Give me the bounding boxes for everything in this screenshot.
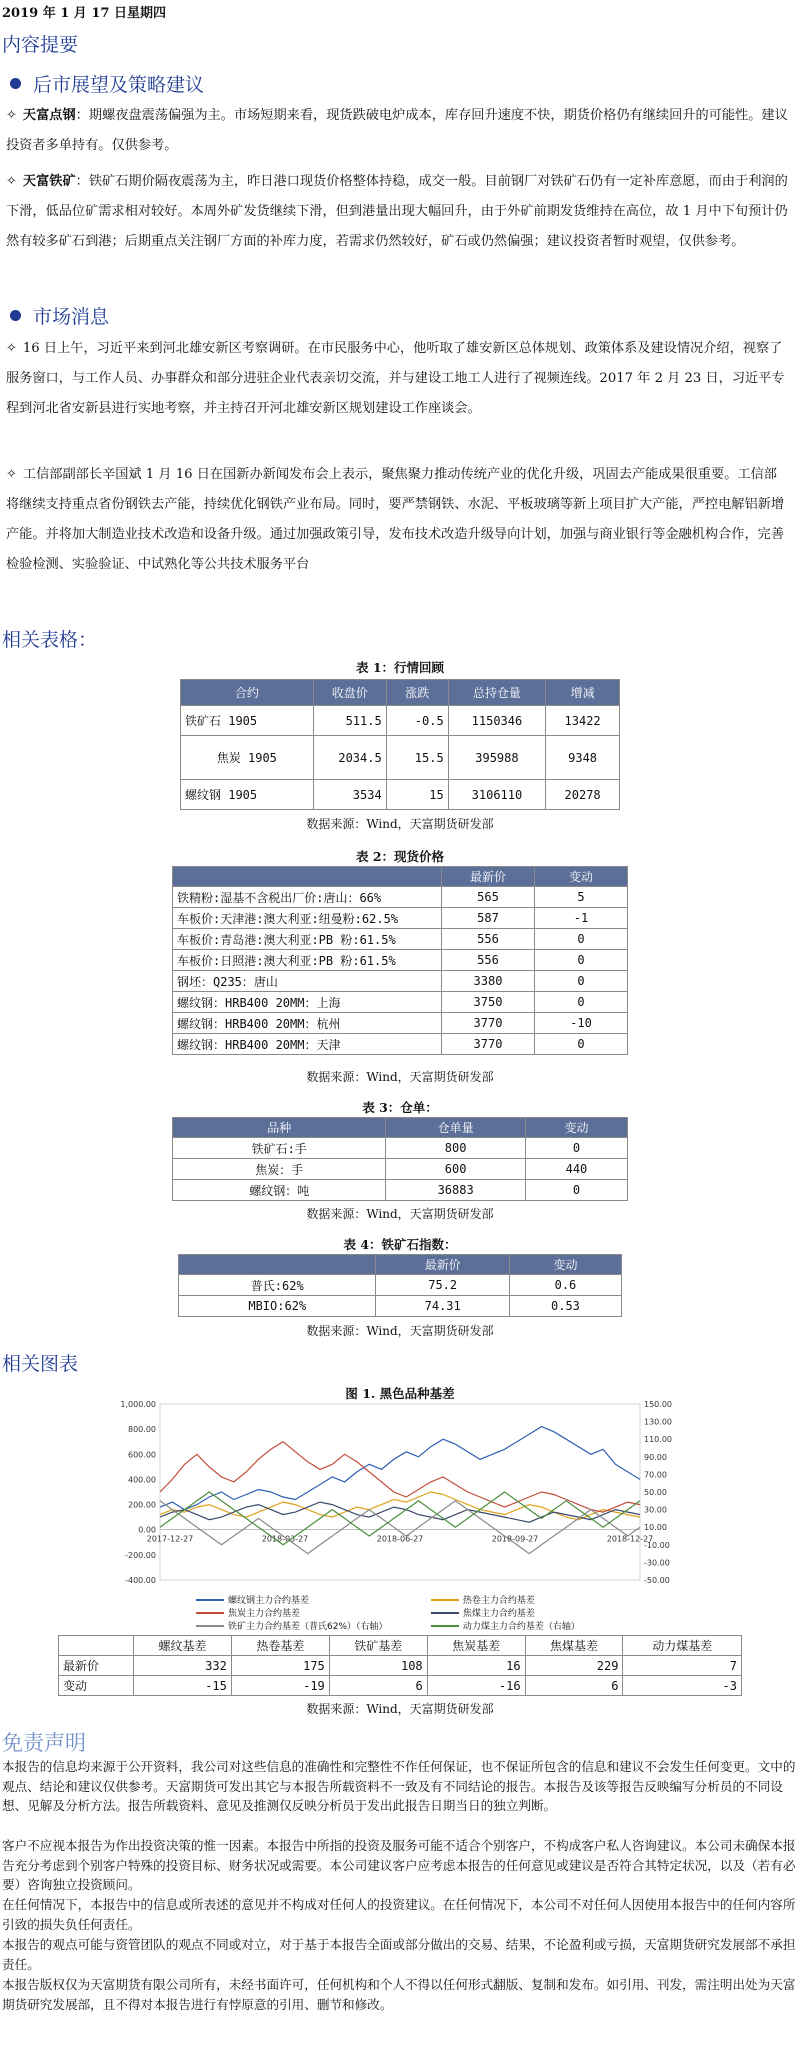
col-header: 焦炭基差 bbox=[427, 1636, 525, 1656]
basis-table bbox=[58, 1635, 742, 1696]
outlook-item-ore bbox=[6, 167, 790, 257]
legend-swatch bbox=[431, 1599, 459, 1601]
table3-caption: 表 3：仓单： bbox=[362, 1100, 438, 1115]
right-tick-label: -30.00 bbox=[644, 1558, 670, 1568]
bullet-dot-icon bbox=[10, 78, 21, 89]
cell: 变动 bbox=[59, 1676, 134, 1696]
table-row bbox=[181, 706, 620, 736]
right-tick-label: 130.00 bbox=[644, 1417, 672, 1427]
table-row bbox=[179, 1275, 622, 1296]
table-row bbox=[59, 1676, 742, 1696]
col-header: 最新价 bbox=[376, 1255, 509, 1275]
cell: 9348 bbox=[546, 736, 620, 780]
table-row bbox=[173, 992, 628, 1013]
legend-item bbox=[196, 1606, 428, 1619]
legend-label: 动力煤主力合约基差（右轴） bbox=[462, 1622, 580, 1632]
table-row bbox=[173, 1013, 628, 1034]
table-row bbox=[179, 1296, 622, 1317]
report-date: 2019 年 1 月 17 日星期四 bbox=[2, 6, 166, 21]
news-item-2 bbox=[6, 460, 790, 580]
summary-title: 内容提要 bbox=[2, 34, 79, 56]
cell: 511.5 bbox=[313, 706, 386, 736]
chart-legend bbox=[196, 1593, 666, 1632]
chart-title: 图 1. 黑色品种基差 bbox=[345, 1386, 455, 1401]
news-heading bbox=[10, 302, 109, 329]
cell: 车板价:青岛港:澳大利亚:PB 粉:61.5% bbox=[173, 929, 442, 950]
col-header: 变动 bbox=[525, 1118, 627, 1138]
col-header: 焦煤基差 bbox=[525, 1636, 623, 1656]
table3-source: 数据来源：Wind，天富期货研发部 bbox=[306, 1207, 494, 1221]
col-header: 热卷基差 bbox=[231, 1636, 329, 1656]
legend-item bbox=[196, 1593, 428, 1606]
cell: 565 bbox=[442, 887, 535, 908]
diamond-bullet-icon: ✧ bbox=[6, 467, 17, 482]
table4-caption: 表 4：铁矿石指数： bbox=[343, 1237, 457, 1252]
cell: 0 bbox=[535, 929, 628, 950]
cell: 75.2 bbox=[376, 1275, 509, 1296]
cell: 钢坯：Q235：唐山 bbox=[173, 971, 442, 992]
col-header bbox=[59, 1636, 134, 1656]
series-line bbox=[160, 1427, 640, 1510]
cell: 13422 bbox=[546, 706, 620, 736]
cell: 229 bbox=[525, 1656, 623, 1676]
col-header: 变动 bbox=[535, 867, 628, 887]
disclaimer-para-2: 客户不应视本报告为作出投资决策的惟一因素。本报告中所指的投资及服务可能不适合个别客户，不构成客户私人咨询建议。本公司未确保本报告充分考虑到个别客户特殊的投资目标、财务状况或需要。本公司建议客户应考虑本报告的任何意见或建议是否符合其特定状况，以及（若有必要）咨询独立投资顾问。 bbox=[2, 1838, 796, 1892]
cell: 3750 bbox=[442, 992, 535, 1013]
legend-swatch bbox=[431, 1625, 459, 1627]
col-header: 收盘价 bbox=[313, 680, 386, 706]
table1-source: 数据来源：Wind，天富期货研发部 bbox=[306, 817, 494, 831]
table-row bbox=[181, 780, 620, 810]
item-label: 天富点钢 bbox=[22, 108, 76, 123]
cell: -0.5 bbox=[386, 706, 448, 736]
news-text: 工信部副部长辛国斌 1 月 16 日在国新办新闻发布会上表示，聚焦聚力推动传统产业的优化升级，巩固去产能成果很重要。工信部将继续支持重点省份钢铁去产能，持续优化钢铁产业布局。同时，要严禁钢铁、水泥、平板玻璃等新上项目扩大产能，严控电解铝新增产能。并将加大制造业技术改造和设备升级。通过加强政策引导，发布技术改造升级导向计划，加强与商业银行等金融机构合作，完善检验检测、实验验证、中试熟化等公共技术服务平台 bbox=[6, 467, 785, 572]
diamond-bullet-icon: ✧ bbox=[6, 174, 17, 189]
table2-caption: 表 2：现货价格 bbox=[355, 849, 445, 864]
cell: 0 bbox=[525, 1138, 627, 1159]
cell: 0.6 bbox=[509, 1275, 621, 1296]
x-tick-label: 2018-09-27 bbox=[491, 1534, 539, 1544]
diamond-bullet-icon: ✧ bbox=[6, 108, 17, 123]
right-tick-label: 150.00 bbox=[644, 1400, 672, 1409]
cell: 6 bbox=[329, 1676, 427, 1696]
right-tick-label: -50.00 bbox=[644, 1576, 670, 1585]
cell: 3106110 bbox=[448, 780, 545, 810]
cell: -16 bbox=[427, 1676, 525, 1696]
item-text: ：铁矿石期价隔夜震荡为主，昨日港口现货价格整体持稳，成交一般。目前钢厂对铁矿石仍有一定补库意愿，而由于利润的下滑，低品位矿需求相对较好。本周外矿发货继续下滑，但到港量出现大幅回升，由于外矿前期发货维持在高位，故 1 月中下旬预计仍然有较多矿石到港；后期重点关注钢厂方面的补库力度，若需求仍然较好，矿石或仍然偏强；建议投资者暂时观望，仅供参考。 bbox=[6, 174, 788, 249]
cell: 车板价:日照港:澳大利亚:PB 粉:61.5% bbox=[173, 950, 442, 971]
col-header: 动力煤基差 bbox=[623, 1636, 742, 1656]
charts-title: 相关图表 bbox=[2, 1353, 79, 1375]
disclaimer-para-4: 本报告的观点可能与资管团队的观点不同或对立，对于基于本报告全面或部分做出的交易、结果，不论盈利或亏损，天富期货研究发展部不承担责任。 bbox=[2, 1937, 796, 1972]
cell: 焦炭 1905 bbox=[181, 736, 314, 780]
cell: 36883 bbox=[386, 1180, 526, 1201]
cell: 0 bbox=[535, 992, 628, 1013]
legend-swatch bbox=[431, 1612, 459, 1614]
cell: 0.53 bbox=[509, 1296, 621, 1317]
cell: 螺纹钢：HRB400 20MM：上海 bbox=[173, 992, 442, 1013]
cell: 15 bbox=[386, 780, 448, 810]
left-tick-label: 400.00 bbox=[128, 1475, 156, 1485]
table1-caption: 表 1：行情回顾 bbox=[355, 660, 445, 675]
cell: 800 bbox=[386, 1138, 526, 1159]
cell: 332 bbox=[134, 1656, 232, 1676]
cell: 3380 bbox=[442, 971, 535, 992]
cell: 3770 bbox=[442, 1034, 535, 1055]
table-row bbox=[59, 1656, 742, 1676]
cell: 2034.5 bbox=[313, 736, 386, 780]
table4 bbox=[178, 1254, 622, 1317]
right-tick-label: 30.00 bbox=[644, 1505, 667, 1515]
x-tick-label: 2018-06-27 bbox=[376, 1534, 424, 1544]
legend-item bbox=[431, 1619, 663, 1632]
table-row bbox=[173, 1159, 628, 1180]
cell: 螺纹钢：HRB400 20MM：天津 bbox=[173, 1034, 442, 1055]
cell: 15.5 bbox=[386, 736, 448, 780]
col-header: 涨跌 bbox=[386, 680, 448, 706]
cell: -10 bbox=[535, 1013, 628, 1034]
cell: MBIO:62% bbox=[179, 1296, 376, 1317]
col-header bbox=[173, 867, 442, 887]
table1 bbox=[180, 679, 620, 810]
cell: 焦炭：手 bbox=[173, 1159, 386, 1180]
cell: 铁精粉:湿基不含税出厂价:唐山：66% bbox=[173, 887, 442, 908]
x-tick-label: 2017-12-27 bbox=[146, 1534, 194, 1544]
table-row bbox=[173, 929, 628, 950]
cell: 74.31 bbox=[376, 1296, 509, 1317]
cell: 0 bbox=[535, 1034, 628, 1055]
cell: 6 bbox=[525, 1676, 623, 1696]
cell: 螺纹钢：HRB400 20MM：杭州 bbox=[173, 1013, 442, 1034]
table-row bbox=[173, 1138, 628, 1159]
left-tick-label: 800.00 bbox=[128, 1425, 156, 1435]
cell: 5 bbox=[535, 887, 628, 908]
cell: 最新价 bbox=[59, 1656, 134, 1676]
cell: 铁矿石:手 bbox=[173, 1138, 386, 1159]
legend-label: 热卷主力合约基差 bbox=[462, 1596, 535, 1606]
col-header: 品种 bbox=[173, 1118, 386, 1138]
cell: 587 bbox=[442, 908, 535, 929]
disclaimer-title: 免责声明 bbox=[2, 1731, 86, 1755]
col-header: 合约 bbox=[181, 680, 314, 706]
cell: 铁矿石 1905 bbox=[181, 706, 314, 736]
right-tick-label: 10.00 bbox=[644, 1523, 667, 1533]
outlook-heading bbox=[10, 70, 204, 97]
table-row bbox=[181, 736, 620, 780]
cell: 556 bbox=[442, 929, 535, 950]
left-tick-label: 200.00 bbox=[128, 1500, 156, 1510]
cell: 16 bbox=[427, 1656, 525, 1676]
left-tick-label: -200.00 bbox=[125, 1550, 156, 1560]
x-tick-label: 2018-12-27 bbox=[606, 1534, 654, 1544]
cell: 108 bbox=[329, 1656, 427, 1676]
cell: 0 bbox=[535, 971, 628, 992]
legend-swatch bbox=[196, 1599, 224, 1601]
disclaimer-para-5: 本报告版权仅为天富期货有限公司所有，未经书面许可，任何机构和个人不得以任何形式翻版、复制和发布。如引用、刊发，需注明出处为天富期货研究发展部，且不得对本报告进行有悖原意的引用、删节和修改。 bbox=[2, 1977, 796, 2012]
cell: 1150346 bbox=[448, 706, 545, 736]
table2-source: 数据来源：Wind，天富期货研发部 bbox=[306, 1070, 494, 1084]
cell: 3770 bbox=[442, 1013, 535, 1034]
right-tick-label: 70.00 bbox=[644, 1470, 667, 1480]
cell: 普氏:62% bbox=[179, 1275, 376, 1296]
col-header: 最新价 bbox=[442, 867, 535, 887]
table-row bbox=[173, 1180, 628, 1201]
table-row bbox=[173, 1034, 628, 1055]
legend-label: 铁矿主力合约基差（普氏62%）（右轴） bbox=[228, 1622, 388, 1632]
col-header bbox=[179, 1255, 376, 1275]
legend-label: 螺纹钢主力合约基差 bbox=[228, 1596, 310, 1606]
table3 bbox=[172, 1117, 628, 1201]
col-header: 铁矿基差 bbox=[329, 1636, 427, 1656]
table4-source: 数据来源：Wind，天富期货研发部 bbox=[306, 1324, 494, 1338]
left-tick-label: 1,000.00 bbox=[120, 1400, 156, 1409]
cell: 螺纹钢：吨 bbox=[173, 1180, 386, 1201]
table-row bbox=[173, 950, 628, 971]
news-title: 市场消息 bbox=[33, 306, 110, 328]
cell: 395988 bbox=[448, 736, 545, 780]
col-header: 总持仓量 bbox=[448, 680, 545, 706]
cell: 7 bbox=[623, 1656, 742, 1676]
right-tick-label: 110.00 bbox=[644, 1435, 672, 1445]
news-text: 16 日上午，习近平来到河北雄安新区考察调研。在市民服务中心，他听取了雄安新区总体规划、政策体系及建设情况介绍，视察了服务窗口，与工作人员、办事群众和部分进驻企业代表亲切交流，并与建设工地工人进行了视频连线。2017 年 2 月 23 日，习近平专程到河北省安新县进行实地考察，并主持召开河北雄安新区规划建设工作座谈会。 bbox=[6, 341, 785, 416]
bullet-dot-icon bbox=[10, 310, 21, 321]
cell: 3534 bbox=[313, 780, 386, 810]
basis-source: 数据来源：Wind，天富期货研发部 bbox=[306, 1702, 494, 1716]
disclaimer-para-3: 在任何情况下，本报告中的信息或所表述的意见并不构成对任何人的投资建议。在任何情况下，本公司不对任何人因使用本报告中的任何内容所引致的损失负任何责任。 bbox=[2, 1897, 796, 1932]
right-tick-label: -10.00 bbox=[644, 1540, 670, 1550]
series-line bbox=[160, 1502, 640, 1522]
tables-title: 相关表格： bbox=[2, 629, 98, 651]
right-tick-label: 50.00 bbox=[644, 1488, 667, 1497]
cell: -19 bbox=[231, 1676, 329, 1696]
table-row bbox=[173, 908, 628, 929]
table-row bbox=[173, 887, 628, 908]
table2 bbox=[172, 866, 628, 1055]
outlook-title: 后市展望及策略建议 bbox=[33, 74, 205, 96]
legend-item bbox=[431, 1606, 663, 1619]
cell: 0 bbox=[525, 1180, 627, 1201]
left-tick-label: 600.00 bbox=[128, 1450, 156, 1460]
plot-area bbox=[160, 1404, 640, 1580]
cell: 440 bbox=[525, 1159, 627, 1180]
legend-swatch bbox=[196, 1625, 224, 1627]
cell: 螺纹钢 1905 bbox=[181, 780, 314, 810]
cell: -3 bbox=[623, 1676, 742, 1696]
cell: -15 bbox=[134, 1676, 232, 1696]
col-header: 螺纹基差 bbox=[134, 1636, 232, 1656]
disclaimer-para-1: 本报告的信息均来源于公开资料，我公司对这些信息的准确性和完整性不作任何保证，也不保证所包含的信息和建议不会发生任何变更。文中的观点、结论和建议仅供参考。天富期货可发出其它与本报告所载资料不一致及有不同结论的报告。本报告及该等报告反映编写分析员的不同设想、见解及分析方法。报告所载资料、意见及推测仅反映分析员于发出此报告日期当日的独立判断。 bbox=[2, 1759, 796, 1813]
outlook-item-steel bbox=[6, 101, 790, 161]
left-tick-label: -400.00 bbox=[125, 1576, 156, 1585]
item-text: ：期螺夜盘震荡偏强为主。市场短期来看，现货跌破电炉成本，库存回升速度不快，期货价格仍有继续回升的可能性。建议投资者多单持有。仅供参考。 bbox=[6, 108, 788, 153]
legend-swatch bbox=[196, 1612, 224, 1614]
legend-label: 焦煤主力合约基差 bbox=[462, 1609, 535, 1619]
legend-label: 焦炭主力合约基差 bbox=[228, 1609, 301, 1619]
legend-item bbox=[431, 1593, 663, 1606]
cell: 车板价:天津港:澳大利亚:纽曼粉:62.5% bbox=[173, 908, 442, 929]
col-header: 变动 bbox=[509, 1255, 621, 1275]
left-tick-label: 0.00 bbox=[138, 1525, 156, 1535]
diamond-bullet-icon: ✧ bbox=[6, 341, 17, 356]
basis-chart bbox=[110, 1398, 690, 1592]
cell: -1 bbox=[535, 908, 628, 929]
cell: 600 bbox=[386, 1159, 526, 1180]
cell: 556 bbox=[442, 950, 535, 971]
item-label: 天富铁矿 bbox=[22, 174, 76, 189]
legend-item bbox=[196, 1619, 428, 1632]
x-tick-label: 2018-03-27 bbox=[261, 1534, 309, 1544]
cell: 175 bbox=[231, 1656, 329, 1676]
cell: 0 bbox=[535, 950, 628, 971]
news-item-1 bbox=[6, 334, 790, 424]
right-tick-label: 90.00 bbox=[644, 1452, 667, 1462]
cell: 20278 bbox=[546, 780, 620, 810]
col-header: 增减 bbox=[546, 680, 620, 706]
col-header: 仓单量 bbox=[386, 1118, 526, 1138]
table-row bbox=[173, 971, 628, 992]
